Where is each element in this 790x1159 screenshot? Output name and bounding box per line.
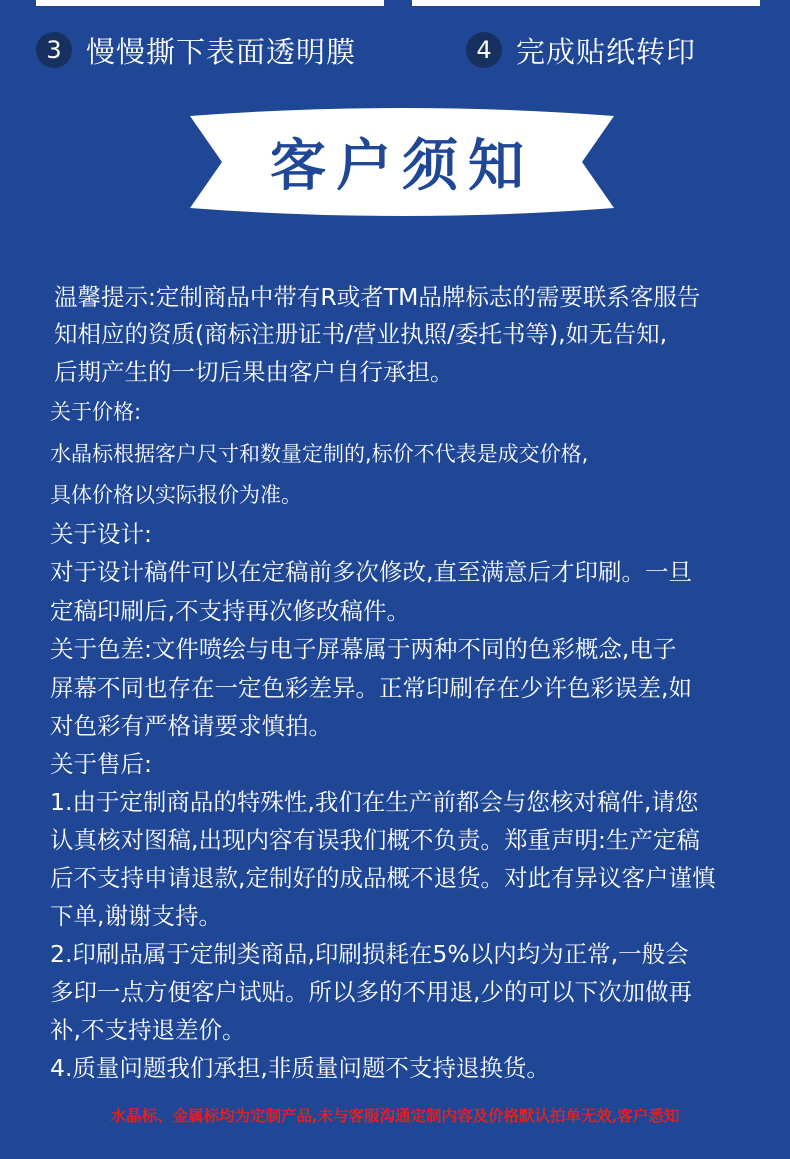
step-number-badge: 3 (36, 32, 72, 68)
notice-line: 后不支持申请退款,定制好的成品概不退货。对此有异议客户谨慎 (50, 864, 716, 892)
section-heading-aftersale: 关于售后: (50, 750, 152, 778)
notice-line: 对于设计稿件可以在定稿前多次修改,直至满意后才印刷。一旦 (50, 558, 692, 586)
notice-line: 关于色差:文件喷绘与电子屏幕属于两种不同的色彩概念,电子 (50, 635, 677, 663)
notice-line: 温馨提示:定制商品中带有R或者TM品牌标志的需要联系客服告 (54, 283, 701, 311)
notice-line: 具体价格以实际报价为准。 (50, 483, 302, 507)
notice-line: 认真核对图稿,出现内容有误我们概不负责。郑重声明:生产定稿 (50, 826, 700, 854)
notice-line: 补,不支持退差价。 (50, 1016, 246, 1044)
step-label: 完成贴纸转印 (516, 34, 697, 69)
banner-title: 客户须知 (270, 133, 534, 199)
step-number-badge: 4 (466, 32, 502, 68)
section-heading-price: 关于价格: (50, 400, 142, 424)
top-card-right (412, 0, 760, 6)
section-heading-design: 关于设计: (50, 520, 152, 548)
top-card-left (36, 0, 384, 6)
notice-line: 2.印刷品属于定制类商品,印刷损耗在5%以内均为正常,一般会 (50, 940, 689, 968)
notice-line: 对色彩有严格请要求慎拍。 (50, 712, 332, 740)
notice-line: 知相应的资质(商标注册证书/营业执照/委托书等),如无告知, (54, 320, 668, 348)
notice-line: 后期产生的一切后果由客户自行承担。 (54, 358, 454, 386)
notice-line: 1.由于定制商品的特殊性,我们在生产前都会与您核对稿件,请您 (50, 788, 699, 816)
notice-line: 4.质量问题我们承担,非质量问题不支持退换货。 (50, 1054, 550, 1082)
step-3 (36, 28, 356, 72)
footer-warning: 水晶标、金属标均为定制产品,未与客服沟通定制内容及价格默认拍单无效,客户悉知 (110, 1106, 680, 1125)
step-4 (466, 28, 696, 72)
notice-line: 水晶标根据客户尺寸和数量定制的,标价不代表是成交价格, (50, 442, 589, 466)
notice-line: 定稿印刷后,不支持再次修改稿件。 (50, 597, 410, 625)
step-label: 慢慢撕下表面透明膜 (86, 34, 357, 69)
notice-line: 屏幕不同也存在一定色彩差异。正常印刷存在少许色彩误差,如 (50, 674, 692, 702)
notice-line: 多印一点方便客户试贴。所以多的不用退,少的可以下次加做再 (50, 978, 692, 1006)
notice-line: 下单,谢谢支持。 (50, 902, 222, 930)
